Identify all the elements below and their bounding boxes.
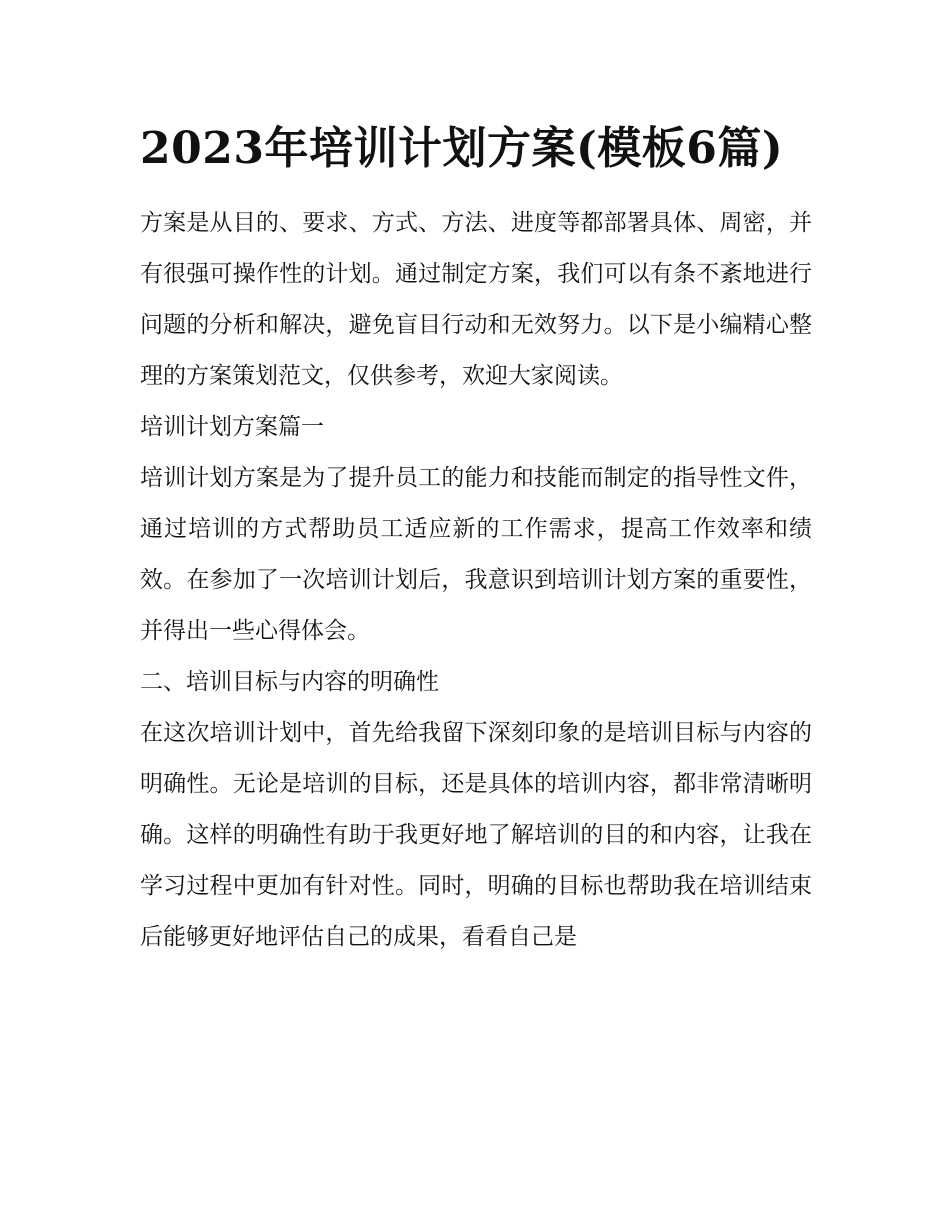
section-heading-goals: 二、培训目标与内容的明确性	[140, 669, 439, 695]
section-heading-part-one: 培训计划方案篇一	[140, 414, 324, 440]
body-paragraph: 在这次培训计划中，首先给我留下深刻印象的是培训目标与内容的明确性。无论是培训的目标，还是具体的培训内容，都非常清晰明确。这样的明确性有助于我更好地了解培训的目的和内容，让我在学习过程中更加有针对性。同时，明确的目标也帮助我在培训结束后能够更好地评估自己的成果，看看自己是	[140, 720, 812, 950]
intro-paragraph: 方案是从目的、要求、方式、方法、进度等都部署具体、周密，并有很强可操作性的计划。通过制定方案，我们可以有条不紊地进行问题的分析和解决，避免盲目行动和无效努力。以下是小编精心整理的方案策划范文，仅供参考，欢迎大家阅读。	[140, 210, 812, 389]
document-title: 2023年培训计划方案(模板6篇)	[140, 123, 784, 174]
body-paragraph: 培训计划方案是为了提升员工的能力和技能而制定的指导性文件，通过培训的方式帮助员工适应新的工作需求，提高工作效率和绩效。在参加了一次培训计划后，我意识到培训计划方案的重要性，并得出一些心得体会。	[140, 465, 812, 644]
document-body	[140, 118, 812, 963]
